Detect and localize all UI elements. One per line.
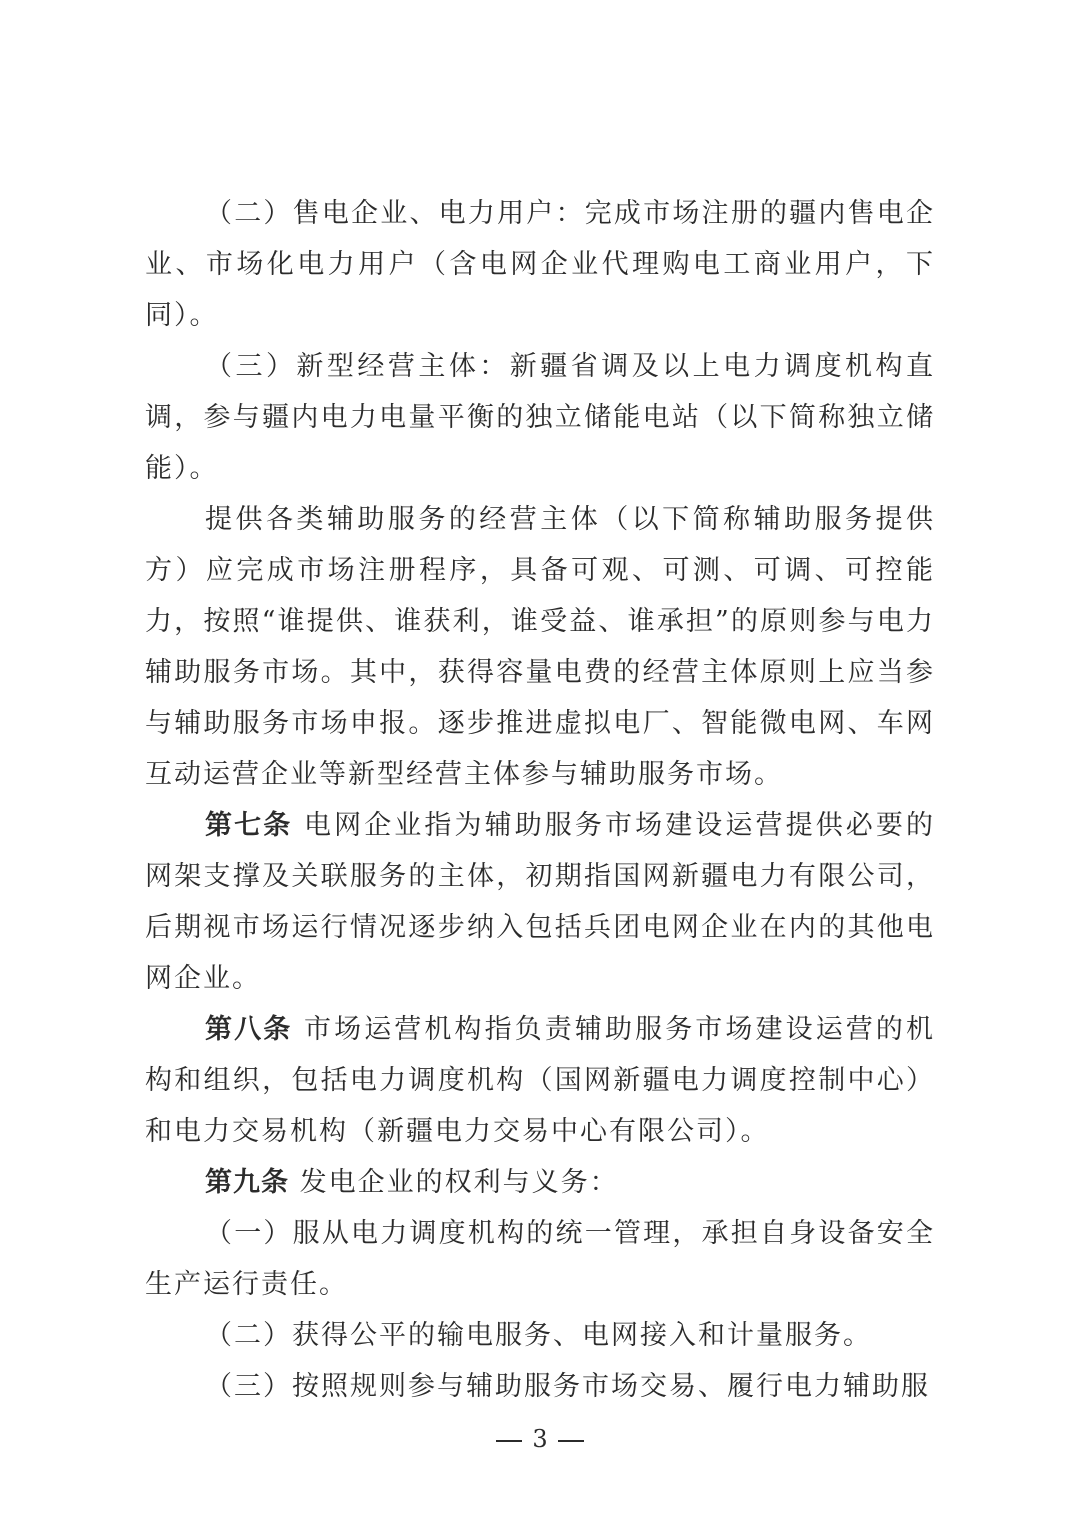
article-9 bbox=[145, 1157, 935, 1208]
paragraph-text: 提供各类辅助服务的经营主体（以下简称辅助服务提供方）应完成市场注册程序，具备可观、可测、可调、可控能力，按照“谁提供、谁获利，谁受益、谁承担”的原则参与电力辅助服务市场。其中，获得容量电费的经营主体原则上应当参与辅助服务市场申报。逐步推进虚拟电厂、智能微电网、车网互动运营企业等新型经营主体参与辅助服务市场。 bbox=[145, 504, 935, 790]
article-8-label: 第八条 bbox=[205, 1014, 293, 1045]
page-number: 3 bbox=[532, 1425, 548, 1453]
article-9-label: 第九条 bbox=[205, 1167, 289, 1198]
article-9-item-1 bbox=[145, 1208, 935, 1310]
article-9-text: 发电企业的权利与义务： bbox=[299, 1167, 619, 1198]
paragraph-text: （一）服从电力调度机构的统一管理，承担自身设备安全生产运行责任。 bbox=[145, 1218, 935, 1300]
article-8 bbox=[145, 1004, 935, 1157]
paragraph-text: （二）获得公平的输电服务、电网接入和计量服务。 bbox=[205, 1320, 872, 1351]
article-7-label: 第七条 bbox=[205, 810, 293, 841]
footer-dash-left bbox=[496, 1440, 522, 1442]
paragraph-text: （二）售电企业、电力用户：完成市场注册的疆内售电企业、市场化电力用户（含电网企业代理购电工商业用户，下同）。 bbox=[145, 198, 935, 331]
article-7-text: 电网企业指为辅助服务市场建设运营提供必要的网架支撑及关联服务的主体，初期指国网新疆电力有限公司，后期视市场运行情况逐步纳入包括兵团电网企业在内的其他电网企业。 bbox=[145, 810, 936, 994]
paragraph-service-providers bbox=[145, 494, 935, 800]
paragraph-new-entities bbox=[145, 341, 935, 494]
article-9-item-3 bbox=[145, 1361, 935, 1412]
paragraph-sales-entities bbox=[145, 188, 935, 341]
document-body bbox=[145, 188, 935, 1412]
footer-dash-right bbox=[558, 1440, 584, 1442]
paragraph-text: （三）按照规则参与辅助服务市场交易、履行电力辅助服 bbox=[205, 1371, 930, 1402]
page-footer bbox=[0, 1424, 1080, 1454]
article-9-item-2 bbox=[145, 1310, 935, 1361]
article-8-text: 市场运营机构指负责辅助服务市场建设运营的机构和组织，包括电力调度机构（国网新疆电力调度控制中心）和电力交易机构（新疆电力交易中心有限公司）。 bbox=[145, 1014, 936, 1147]
article-7 bbox=[145, 800, 935, 1004]
paragraph-text: （三）新型经营主体：新疆省调及以上电力调度机构直调，参与疆内电力电量平衡的独立储能电站（以下简称独立储能）。 bbox=[145, 351, 935, 484]
